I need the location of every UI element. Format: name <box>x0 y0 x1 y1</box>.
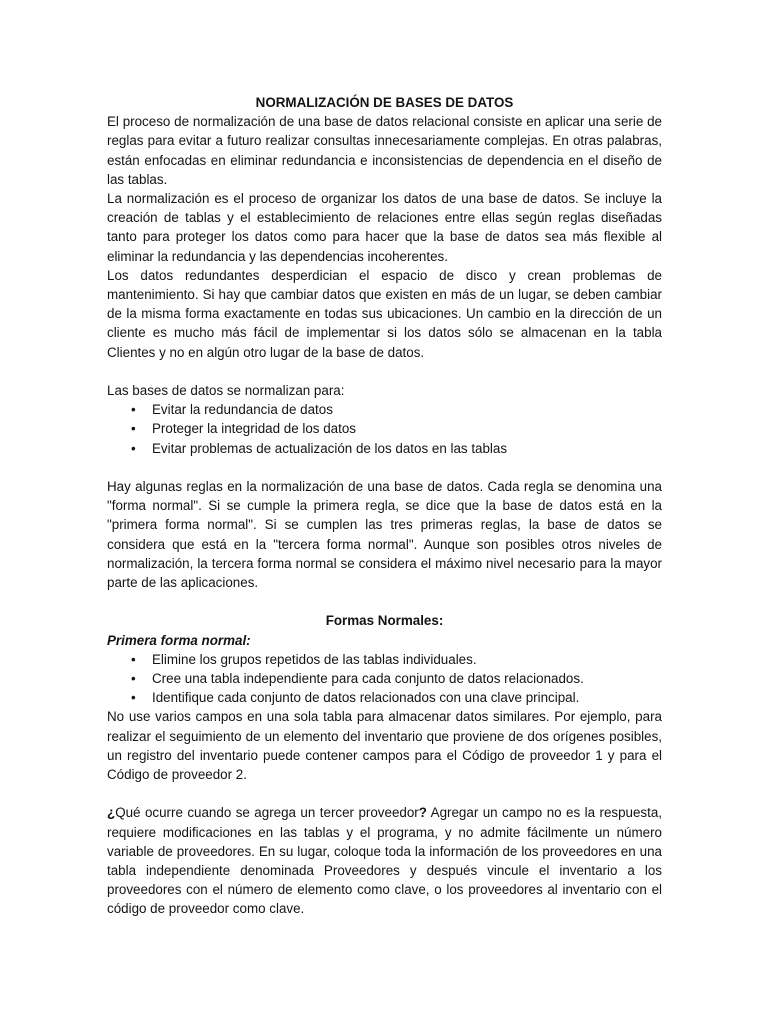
list-item <box>107 669 662 688</box>
purpose-lead: Las bases de datos se normalizan para: <box>107 383 345 399</box>
bullet-icon: • <box>131 421 136 437</box>
question-close: ? <box>418 805 427 821</box>
bullet-icon: • <box>131 651 136 667</box>
list-item-text: Evitar problemas de actualización de los datos en las tablas <box>152 440 508 456</box>
first-form-paragraph: No use varios campos en una sola tabla para almacenar datos similares. Por ejemplo, para realizar el seguimiento de un elemento del inventario que proviene de dos orígenes posibles, un registro del inventario puede contener campos para el Código de proveedor 1 y para el Código de proveedor 2. <box>107 709 662 783</box>
list-item-text: Cree una tabla independiente para cada conjunto de datos relacionados. <box>152 671 584 687</box>
bullet-icon: • <box>131 671 136 687</box>
rules-paragraph: Hay algunas reglas en la normalización de una base de datos. Cada regla se denomina una "forma normal". Si se cumple la primera regla, se dice que la base de datos está en la "primera forma normal". Si se cumplen las tres primeras reglas, la base de datos se considera que está en la "tercera forma normal". Aunque son posibles otros niveles de normalización, la tercera forma normal se considera el máximo nivel necesario para la mayor parte de las aplicaciones. <box>107 479 662 591</box>
question-open: ¿ <box>107 805 116 821</box>
list-item-text: Evitar la redundancia de datos <box>152 402 333 418</box>
bullet-icon: • <box>131 402 136 418</box>
list-item-text: Identifique cada conjunto de datos relacionados con una clave principal. <box>152 690 580 706</box>
intro-paragraph-3: Los datos redundantes desperdician el espacio de disco y crean problemas de mantenimiento. Si hay que cambiar datos que existen en más de un lugar, se deben cambiar de la misma forma exactamente en todas sus ubicaciones. Un cambio en la dirección de un cliente es mucho más fácil de implementar si los datos sólo se almacenan en la tabla Clientes y no en algún otro lugar de la base de datos. <box>107 267 662 360</box>
list-item <box>107 688 662 707</box>
list-item <box>107 400 662 419</box>
intro-paragraph-2: La normalización es el proceso de organizar los datos de una base de datos. Se incluye la creación de tablas y el establecimiento de relaciones entre ellas según reglas diseñadas tanto para proteger los datos como para hacer que la base de datos sea más flexible al eliminar la redundancia y las dependencias incoherentes. <box>107 191 662 264</box>
question-body: Qué ocurre cuando se agrega un tercer proveedor <box>115 805 419 821</box>
list-item <box>107 650 662 669</box>
bullet-icon: • <box>131 690 136 706</box>
list-item-text: Elimine los grupos repetidos de las tablas individuales. <box>152 651 477 667</box>
spacer <box>107 362 662 381</box>
bullet-icon: • <box>131 440 136 456</box>
first-form-list <box>107 650 662 708</box>
spacer <box>107 458 662 477</box>
first-form-heading: Primera forma normal: <box>107 632 251 648</box>
question-paragraph <box>107 803 662 918</box>
spacer <box>107 592 662 611</box>
list-item <box>107 439 662 458</box>
list-item-text: Proteger la integridad de los datos <box>152 421 356 437</box>
document-title: NORMALIZACIÓN DE BASES DE DATOS <box>255 95 514 110</box>
question-rest: Agregar un campo no es la respuesta, requiere modificaciones en las tablas y el programa, y no admite fácilmente un número variable de proveedores. En su lugar, coloque toda la información de los proveedores en una tabla independiente denominada Proveedores y después vincule el inventario a los proveedores con el número de elemento como clave, o los proveedores al inventario con el código de proveedor como clave. <box>107 805 663 917</box>
forms-heading: Formas Normales: <box>325 613 444 629</box>
list-item <box>107 419 662 438</box>
spacer <box>107 784 662 803</box>
intro-paragraph-1: El proceso de normalización de una base de datos relacional consiste en aplicar una serie de reglas para evitar a futuro realizar consultas innecesariamente complejas. En otras palabras, están enfocadas en eliminar redundancia e inconsistencias de dependencia en el diseño de las tablas. <box>107 114 662 187</box>
document-page <box>107 93 662 919</box>
purpose-list <box>107 400 662 458</box>
